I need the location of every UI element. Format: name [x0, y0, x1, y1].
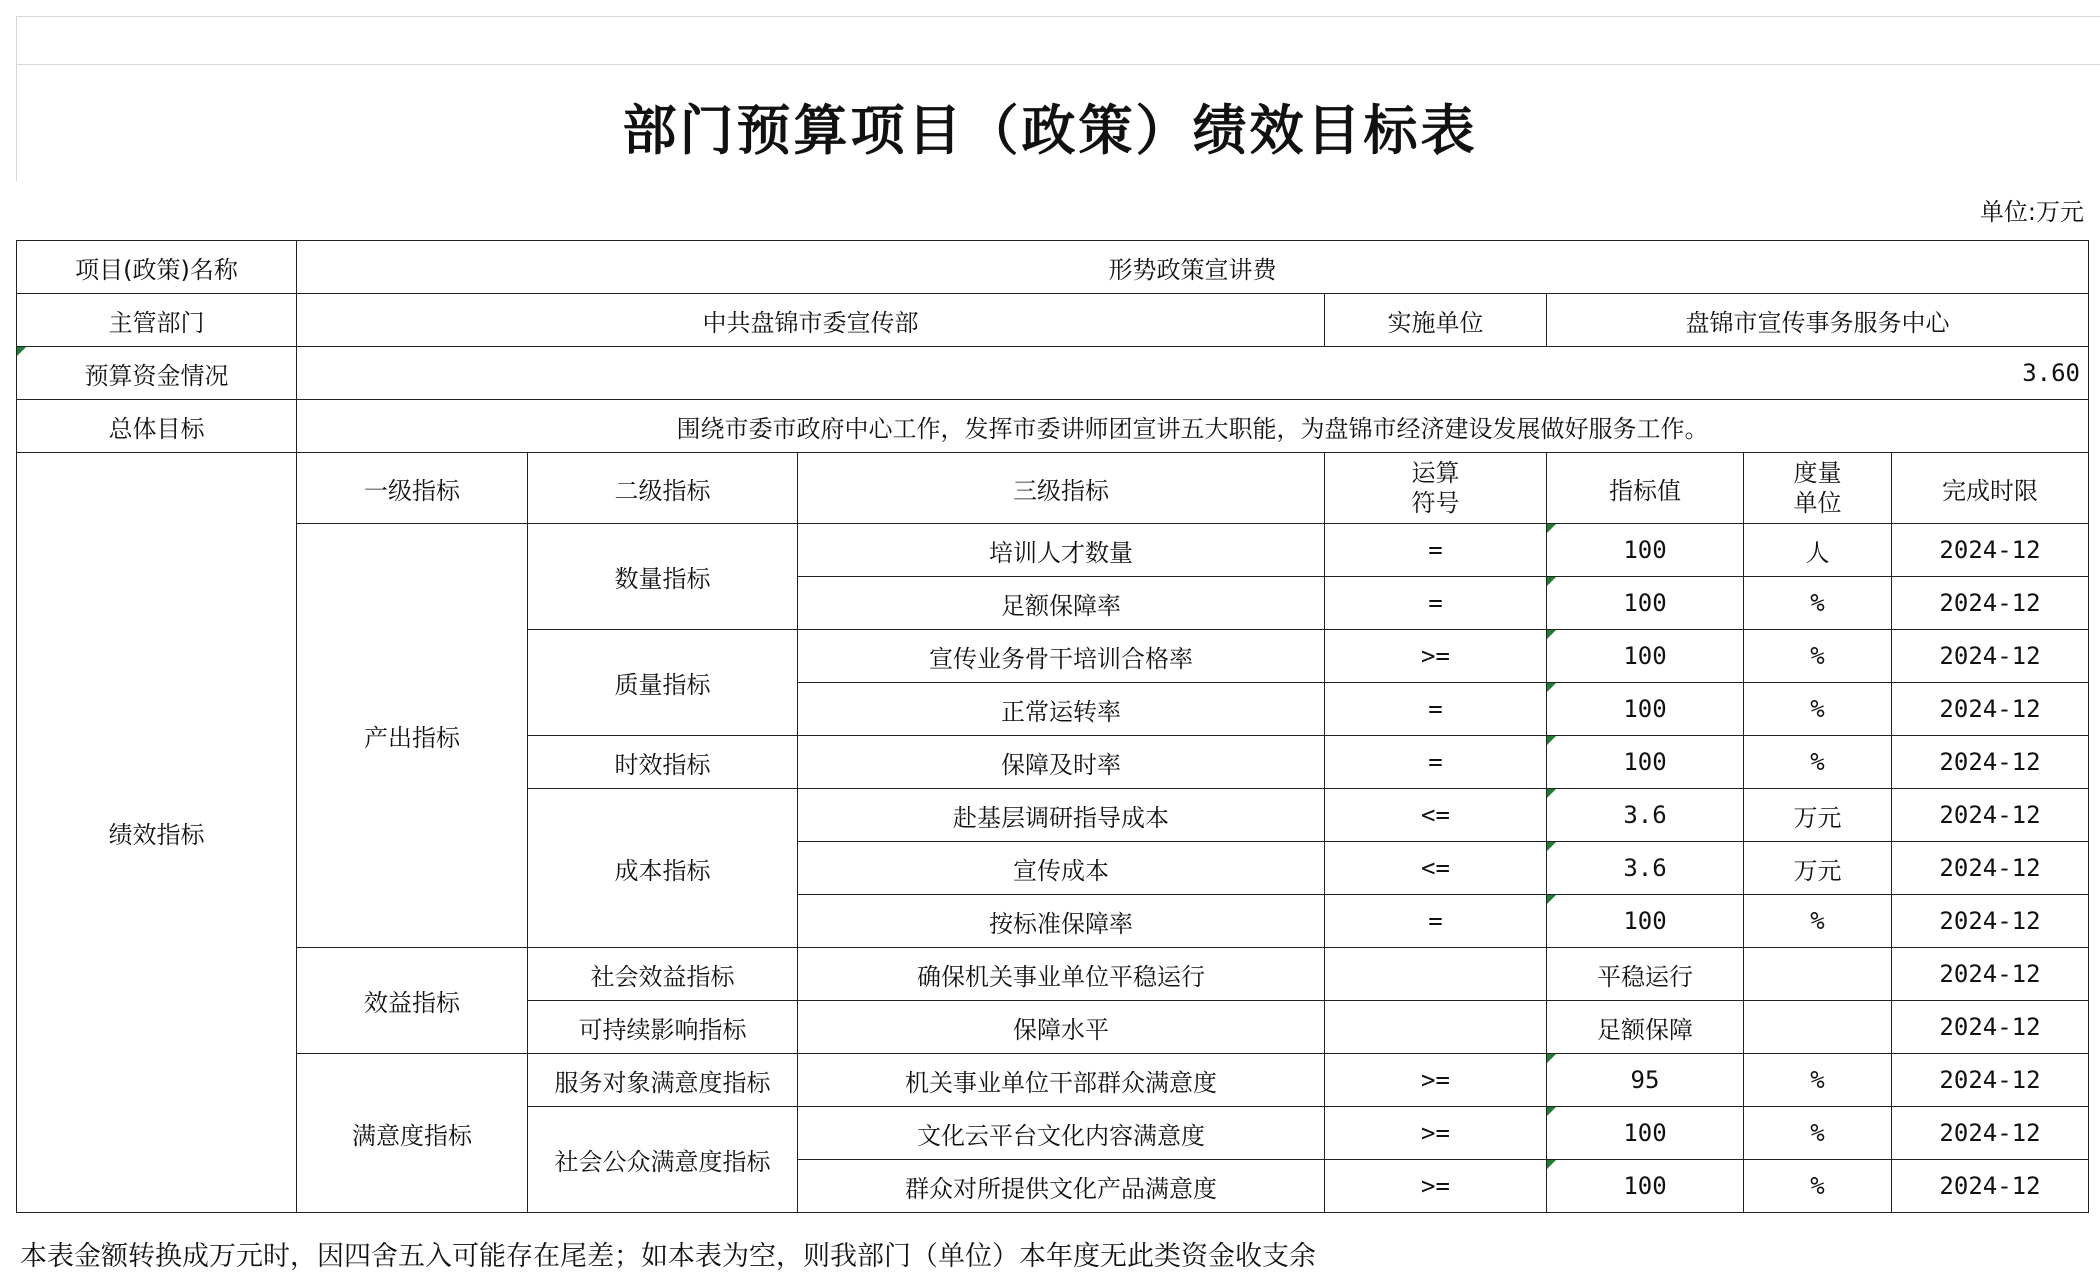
header-target: 指标值	[1547, 453, 1744, 524]
group-public-sat: 社会公众满意度指标	[528, 1107, 798, 1213]
indicator-cell[interactable]: 宣传成本	[798, 842, 1325, 895]
label-budget: 预算资金情况	[17, 347, 297, 400]
deadline-cell[interactable]: 2024-12	[1892, 1001, 2089, 1054]
label-performance: 绩效指标	[17, 453, 297, 1213]
deadline-cell[interactable]: 2024-12	[1892, 524, 2089, 577]
deadline-cell[interactable]: 2024-12	[1892, 1107, 2089, 1160]
header-deadline: 完成时限	[1892, 453, 2089, 524]
group-benefit: 效益指标	[297, 948, 528, 1054]
operator-cell[interactable]: =	[1325, 524, 1547, 577]
group-service-sat: 服务对象满意度指标	[528, 1054, 798, 1107]
group-quality: 质量指标	[528, 630, 798, 736]
header-operator	[1325, 453, 1547, 524]
indicator-cell[interactable]: 保障水平	[798, 1001, 1325, 1054]
operator-cell[interactable]: >=	[1325, 630, 1547, 683]
competent-dept-value[interactable]: 中共盘锦市委宣传部	[297, 294, 1325, 347]
label-project-name: 项目(政策)名称	[17, 241, 297, 294]
indicator-cell[interactable]: 正常运转率	[798, 683, 1325, 736]
target-cell[interactable]: 100	[1547, 895, 1744, 948]
unit-cell[interactable]: %	[1744, 1054, 1892, 1107]
target-cell[interactable]: 100	[1547, 524, 1744, 577]
unit-cell[interactable]: %	[1744, 736, 1892, 789]
indicator-cell[interactable]: 机关事业单位干部群众满意度	[798, 1054, 1325, 1107]
label-impl-unit: 实施单位	[1325, 294, 1547, 347]
deadline-cell[interactable]: 2024-12	[1892, 895, 2089, 948]
header-level3: 三级指标	[798, 453, 1325, 524]
project-name-value[interactable]: 形势政策宣讲费	[297, 241, 2089, 294]
impl-unit-value[interactable]: 盘锦市宣传事务服务中心	[1547, 294, 2089, 347]
target-cell[interactable]: 100	[1547, 577, 1744, 630]
unit-label: 单位:万元	[1979, 198, 2084, 226]
operator-cell[interactable]: =	[1325, 736, 1547, 789]
indicator-cell[interactable]: 足额保障率	[798, 577, 1325, 630]
unit-cell[interactable]: 万元	[1744, 789, 1892, 842]
operator-cell[interactable]: =	[1325, 683, 1547, 736]
unit-cell[interactable]: %	[1744, 895, 1892, 948]
deadline-cell[interactable]: 2024-12	[1892, 1054, 2089, 1107]
deadline-cell[interactable]: 2024-12	[1892, 842, 2089, 895]
label-overall-goal: 总体目标	[17, 400, 297, 453]
unit-cell[interactable]: %	[1744, 1160, 1892, 1213]
performance-table	[16, 240, 2089, 1213]
deadline-cell[interactable]: 2024-12	[1892, 789, 2089, 842]
indicator-cell[interactable]: 确保机关事业单位平稳运行	[798, 948, 1325, 1001]
deadline-cell[interactable]: 2024-12	[1892, 683, 2089, 736]
indicator-cell[interactable]: 培训人才数量	[798, 524, 1325, 577]
operator-cell[interactable]: <=	[1325, 789, 1547, 842]
page-title: 部门预算项目（政策）绩效目标表	[622, 99, 1478, 162]
indicator-cell[interactable]: 保障及时率	[798, 736, 1325, 789]
group-satisfaction: 满意度指标	[297, 1054, 528, 1213]
deadline-cell[interactable]: 2024-12	[1892, 630, 2089, 683]
indicator-cell[interactable]: 赴基层调研指导成本	[798, 789, 1325, 842]
target-cell[interactable]: 3.6	[1547, 842, 1744, 895]
header-unit	[1744, 453, 1892, 524]
operator-cell[interactable]: <=	[1325, 842, 1547, 895]
unit-cell[interactable]: 万元	[1744, 842, 1892, 895]
deadline-cell[interactable]: 2024-12	[1892, 736, 2089, 789]
target-cell[interactable]: 100	[1547, 683, 1744, 736]
unit-cell[interactable]	[1744, 1001, 1892, 1054]
target-cell[interactable]: 足额保障	[1547, 1001, 1744, 1054]
unit-cell[interactable]: %	[1744, 1107, 1892, 1160]
target-cell[interactable]: 平稳运行	[1547, 948, 1744, 1001]
footer-note: 本表金额转换成万元时，因四舍五入可能存在尾差；如本表为空，则我部门（单位）本年度无此类资金收支余	[20, 1241, 1316, 1272]
operator-cell[interactable]: >=	[1325, 1160, 1547, 1213]
operator-cell[interactable]	[1325, 948, 1547, 1001]
unit-cell[interactable]: %	[1744, 683, 1892, 736]
unit-cell[interactable]: %	[1744, 630, 1892, 683]
unit-cell[interactable]: 人	[1744, 524, 1892, 577]
target-cell[interactable]: 100	[1547, 630, 1744, 683]
indicator-cell[interactable]: 群众对所提供文化产品满意度	[798, 1160, 1325, 1213]
operator-cell[interactable]: >=	[1325, 1107, 1547, 1160]
unit-cell[interactable]	[1744, 948, 1892, 1001]
header-unit-text: 度量单位	[1793, 459, 1842, 517]
unit-cell[interactable]: %	[1744, 577, 1892, 630]
header-operator-text: 运算符号	[1411, 459, 1460, 517]
deadline-cell[interactable]: 2024-12	[1892, 948, 2089, 1001]
indicator-cell[interactable]: 按标准保障率	[798, 895, 1325, 948]
operator-cell[interactable]	[1325, 1001, 1547, 1054]
budget-value[interactable]: 3.60	[297, 347, 2089, 400]
target-cell[interactable]: 100	[1547, 736, 1744, 789]
group-sustainable: 可持续影响指标	[528, 1001, 798, 1054]
group-social-benefit: 社会效益指标	[528, 948, 798, 1001]
operator-cell[interactable]: =	[1325, 577, 1547, 630]
target-cell[interactable]: 95	[1547, 1054, 1744, 1107]
sheet-gridline	[16, 16, 2100, 17]
group-cost: 成本指标	[528, 789, 798, 948]
group-output: 产出指标	[297, 524, 528, 948]
deadline-cell[interactable]: 2024-12	[1892, 577, 2089, 630]
target-cell[interactable]: 3.6	[1547, 789, 1744, 842]
header-level1: 一级指标	[297, 453, 528, 524]
header-level2: 二级指标	[528, 453, 798, 524]
operator-cell[interactable]: >=	[1325, 1054, 1547, 1107]
sheet-gridline	[16, 64, 2100, 65]
label-competent-dept: 主管部门	[17, 294, 297, 347]
overall-goal-value[interactable]: 围绕市委市政府中心工作，发挥市委讲师团宣讲五大职能，为盘锦市经济建设发展做好服务工作。	[297, 400, 2089, 453]
group-quantity: 数量指标	[528, 524, 798, 630]
group-timeliness: 时效指标	[528, 736, 798, 789]
deadline-cell[interactable]: 2024-12	[1892, 1160, 2089, 1213]
target-cell[interactable]: 100	[1547, 1107, 1744, 1160]
operator-cell[interactable]: =	[1325, 895, 1547, 948]
indicator-cell[interactable]: 宣传业务骨干培训合格率	[798, 630, 1325, 683]
target-cell[interactable]: 100	[1547, 1160, 1744, 1213]
indicator-cell[interactable]: 文化云平台文化内容满意度	[798, 1107, 1325, 1160]
